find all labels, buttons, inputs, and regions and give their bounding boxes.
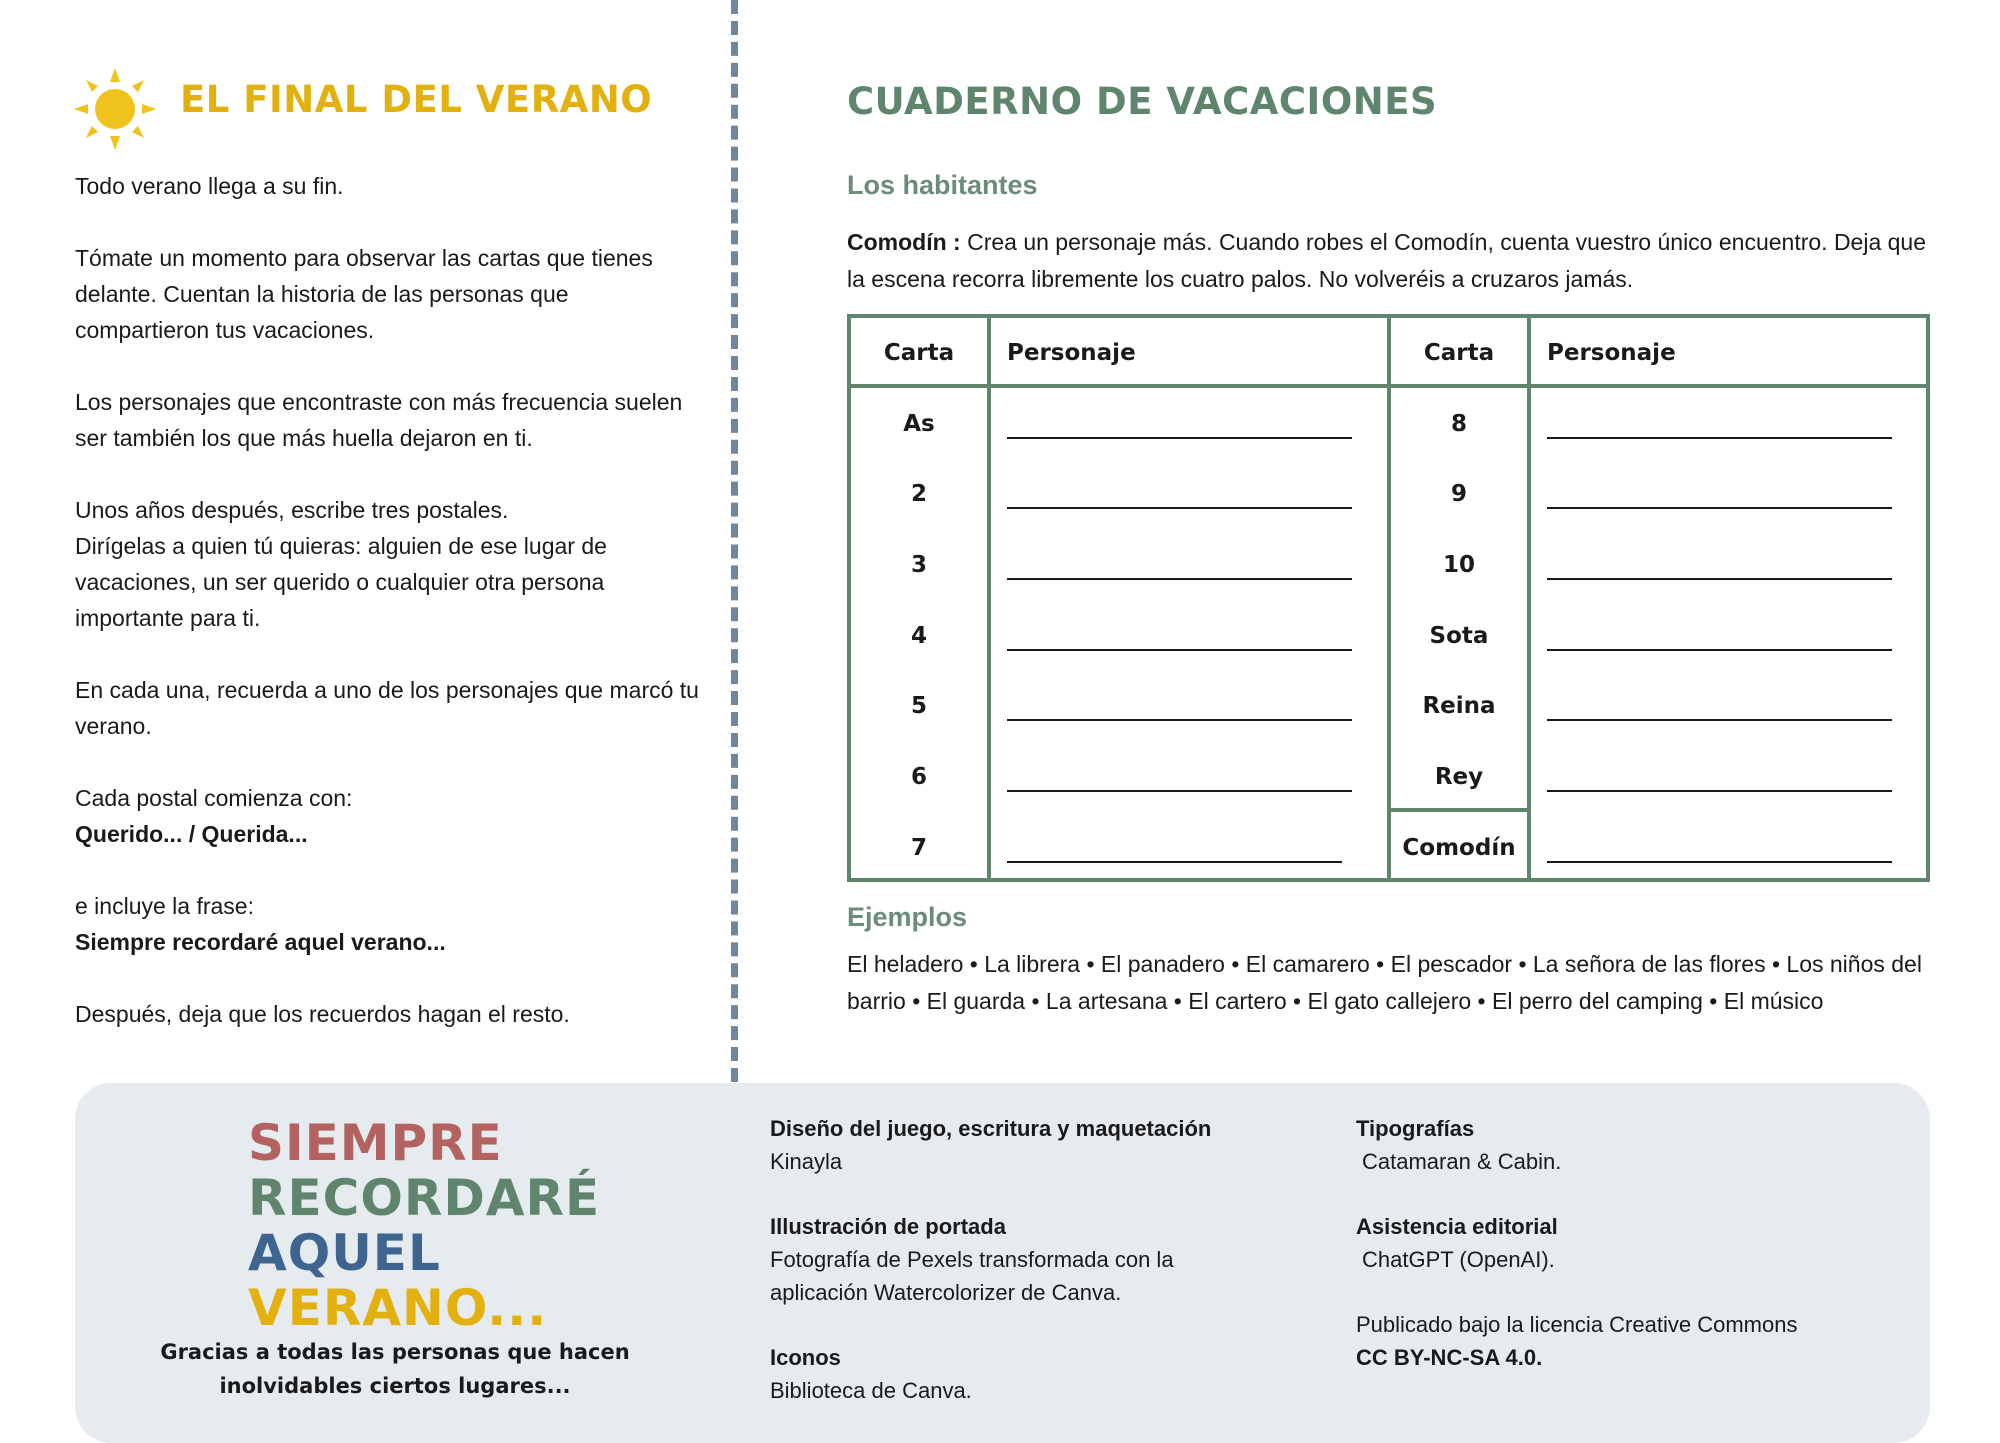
title-line-1: SIEMPRE bbox=[248, 1114, 503, 1172]
character-blank[interactable] bbox=[1007, 507, 1352, 509]
header-personaje-1: Personaje bbox=[1007, 340, 1136, 366]
paragraph: En cada una, recuerda a uno de los personajes que marcó tu verano. bbox=[75, 677, 699, 739]
credits-column-2 bbox=[1356, 1112, 1876, 1374]
credit-label: Asistencia editorial bbox=[1356, 1214, 1558, 1239]
title-line-4: VERANO... bbox=[248, 1279, 548, 1337]
credit-label: Tipografías bbox=[1356, 1116, 1475, 1141]
left-title: EL FINAL DEL VERANO bbox=[180, 78, 653, 121]
habitantes-heading: Los habitantes bbox=[847, 170, 1038, 200]
character-blank[interactable] bbox=[1007, 649, 1352, 651]
character-blank[interactable] bbox=[1547, 437, 1892, 439]
character-blank[interactable] bbox=[1007, 578, 1352, 580]
character-blank[interactable] bbox=[1007, 719, 1352, 721]
card-label: 9 bbox=[1450, 481, 1467, 507]
thanks-text bbox=[150, 1335, 640, 1403]
paragraph: Los personajes que encontraste con más frecuencia suelen ser también los que más huella dejaron en ti. bbox=[75, 389, 683, 451]
header-divider bbox=[851, 384, 1926, 388]
comodin-text: Crea un personaje más. Cuando robes el Comodín, cuenta vuestro único encuentro. Deja que la escena recorra libremente los cuatro palos. No volveréis a cruzaros jamás. bbox=[847, 229, 1927, 292]
character-blank[interactable] bbox=[1007, 437, 1352, 439]
credits-column-1 bbox=[770, 1112, 1250, 1407]
card-label: Comodín bbox=[1402, 835, 1516, 861]
credit-value: Fotografía de Pexels transformada con la aplicación Watercolorizer de Canva. bbox=[770, 1247, 1174, 1305]
credit-value: Biblioteca de Canva. bbox=[770, 1378, 972, 1403]
paragraph-line: Unos años después, escribe tres postales. bbox=[75, 497, 509, 523]
character-blank[interactable] bbox=[1547, 507, 1892, 509]
table-divider bbox=[1387, 318, 1391, 878]
comodin-description bbox=[847, 224, 1947, 298]
ejemplos-heading: Ejemplos bbox=[847, 902, 968, 932]
paragraph-line: Dirígelas a quien tú quieras: alguien de ese lugar de vacaciones, un ser querido o cualquier otra persona importante para ti. bbox=[75, 533, 607, 631]
character-blank[interactable] bbox=[1547, 578, 1892, 580]
license-text: Publicado bajo la licencia Creative Commons bbox=[1356, 1312, 1798, 1337]
footer-title bbox=[248, 1116, 600, 1336]
header-personaje-2: Personaje bbox=[1547, 340, 1676, 366]
sun-icon bbox=[72, 66, 158, 152]
dashed-divider bbox=[731, 0, 738, 1082]
character-blank[interactable] bbox=[1547, 790, 1892, 792]
card-label: 3 bbox=[910, 552, 927, 578]
credit-label: Illustración de portada bbox=[770, 1214, 1006, 1239]
paragraph: Todo verano llega a su fin. bbox=[75, 173, 344, 199]
comodin-divider bbox=[1391, 808, 1527, 812]
title-line-2: RECORDARÉ bbox=[248, 1169, 601, 1227]
character-blank[interactable] bbox=[1007, 790, 1352, 792]
header-carta-1: Carta bbox=[883, 340, 955, 366]
paragraph bbox=[75, 888, 705, 960]
character-blank[interactable] bbox=[1547, 861, 1892, 863]
thanks-line: inolvidables ciertos lugares... bbox=[219, 1374, 571, 1398]
table-divider bbox=[987, 318, 991, 878]
comodin-label: Comodín : bbox=[847, 229, 961, 255]
paragraph bbox=[75, 780, 705, 852]
card-label: 2 bbox=[910, 481, 927, 507]
table-divider bbox=[1527, 318, 1531, 878]
character-blank[interactable] bbox=[1547, 719, 1892, 721]
card-label: Rey bbox=[1434, 764, 1484, 790]
header-carta-2: Carta bbox=[1423, 340, 1495, 366]
paragraph bbox=[75, 492, 705, 636]
credit-value: Catamaran & Cabin. bbox=[1362, 1149, 1562, 1174]
left-text bbox=[75, 168, 705, 1068]
card-label: 7 bbox=[910, 835, 927, 861]
credit-value: Kinayla bbox=[770, 1149, 843, 1174]
card-label: 5 bbox=[910, 693, 927, 719]
card-label: Sota bbox=[1429, 623, 1489, 649]
card-label: Reina bbox=[1422, 693, 1496, 719]
paragraph-line: Cada postal comienza con: bbox=[75, 785, 353, 811]
card-label: 10 bbox=[1442, 552, 1475, 578]
credit-label: Iconos bbox=[770, 1345, 841, 1370]
credit-value: ChatGPT (OpenAI). bbox=[1362, 1247, 1555, 1272]
key-phrase: Siempre recordaré aquel verano... bbox=[75, 929, 446, 955]
character-blank[interactable] bbox=[1007, 861, 1342, 863]
right-title: CUADERNO DE VACACIONES bbox=[847, 80, 1438, 123]
paragraph-line: e incluye la frase: bbox=[75, 893, 254, 919]
card-label: 8 bbox=[1450, 411, 1467, 437]
title-line-3: AQUEL bbox=[248, 1224, 441, 1282]
thanks-line: Gracias a todas las personas que hacen bbox=[160, 1340, 630, 1364]
greeting-phrase: Querido... / Querida... bbox=[75, 821, 308, 847]
characters-table bbox=[847, 314, 1930, 882]
card-label: As bbox=[903, 411, 935, 437]
character-blank[interactable] bbox=[1547, 649, 1892, 651]
license-name: CC BY-NC-SA 4.0. bbox=[1356, 1345, 1543, 1370]
card-label: 4 bbox=[910, 623, 927, 649]
paragraph: Tómate un momento para observar las cartas que tienes delante. Cuentan la historia de las personas que compartieron tus vacaciones. bbox=[75, 245, 653, 343]
paragraph: Después, deja que los recuerdos hagan el resto. bbox=[75, 1001, 570, 1027]
card-label: 6 bbox=[910, 764, 927, 790]
credit-label: Diseño del juego, escritura y maquetación bbox=[770, 1116, 1212, 1141]
examples-list: El heladero • La librera • El panadero • El camarero • El pescador • La señora de las flores • Los niños del barrio • El guarda • La artesana • El cartero • El gato callejero • El perro del camping • El músico bbox=[847, 951, 1922, 1014]
